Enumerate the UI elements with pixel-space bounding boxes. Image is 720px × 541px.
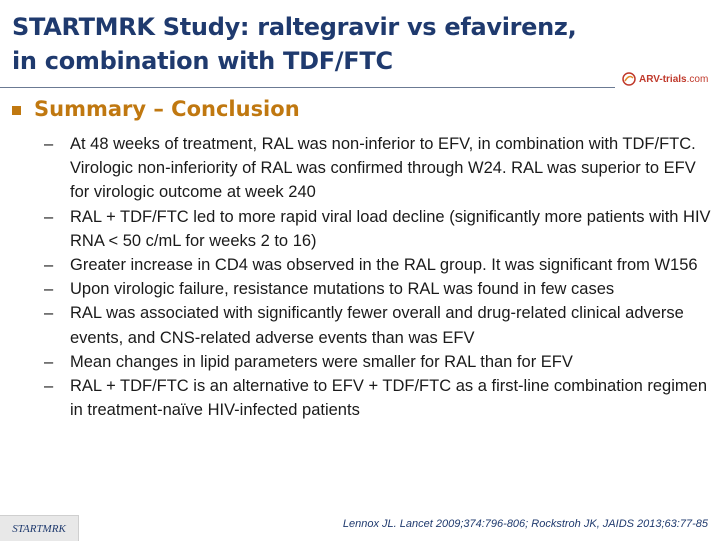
dash-bullet-icon: – <box>44 377 54 396</box>
slide-title <box>12 10 612 78</box>
dash-bullet-icon: – <box>44 280 54 299</box>
slide-title-line-1: STARTMRK Study: raltegravir vs efavirenz, <box>12 13 577 41</box>
conclusion-item-text: RAL + TDF/FTC is an alternative to EFV + TDF/FTC as a first-line combination regimen in treatment-naïve HIV-infected patients <box>70 377 707 420</box>
conclusion-list <box>44 132 712 422</box>
conclusion-item-text: At 48 weeks of treatment, RAL was non-inferior to EFV, in combination with TDF/FTC. Virologic non-inferiority of RAL was confirmed through W24. RAL was superior to EFV for virologic outcome at week 240 <box>70 135 696 202</box>
conclusion-item <box>44 350 712 374</box>
arv-trials-logo-text <box>639 74 708 85</box>
dash-bullet-icon: – <box>44 256 54 275</box>
conclusion-item <box>44 205 712 253</box>
conclusion-item-text: Upon virologic failure, resistance mutations to RAL was found in few cases <box>70 280 615 299</box>
section-heading-label: Summary – Conclusion <box>34 97 300 121</box>
study-logo: STARTMRK <box>0 515 79 541</box>
conclusion-item-text: RAL was associated with significantly fewer overall and drug-related clinical adverse events, and CNS-related adverse events than was EFV <box>70 304 684 347</box>
arv-trials-logo-suffix: .com <box>686 73 709 85</box>
dash-bullet-icon: – <box>44 352 54 371</box>
dash-bullet-icon: – <box>44 207 54 226</box>
section-heading <box>12 94 300 124</box>
conclusion-item-text: Mean changes in lipid parameters were smaller for RAL than for EFV <box>70 352 573 371</box>
title-divider <box>0 87 615 88</box>
conclusion-item-text: Greater increase in CD4 was observed in the RAL group. It was significant from W156 <box>70 256 698 275</box>
conclusion-item <box>44 277 712 301</box>
arv-trials-logo <box>622 70 714 88</box>
conclusion-item <box>44 301 712 349</box>
conclusion-item-text: RAL + TDF/FTC led to more rapid viral load decline (significantly more patients with HIV RNA < 50 c/mL for weeks 2 to 16) <box>70 207 711 250</box>
dash-bullet-icon: – <box>44 135 54 153</box>
square-bullet-icon <box>12 106 21 115</box>
conclusion-item <box>44 253 712 277</box>
conclusion-item <box>44 132 712 205</box>
slide-title-line-2: in combination with TDF/FTC <box>12 47 393 75</box>
conclusion-item <box>44 374 712 422</box>
citation-text: Lennox JL. Lancet 2009;374:796-806; Rockstroh JK, JAIDS 2013;63:77-85 <box>342 518 708 530</box>
arv-trials-logo-brand: ARV-trials <box>639 73 687 85</box>
arv-trials-logo-icon <box>622 72 636 86</box>
dash-bullet-icon: – <box>44 304 54 323</box>
